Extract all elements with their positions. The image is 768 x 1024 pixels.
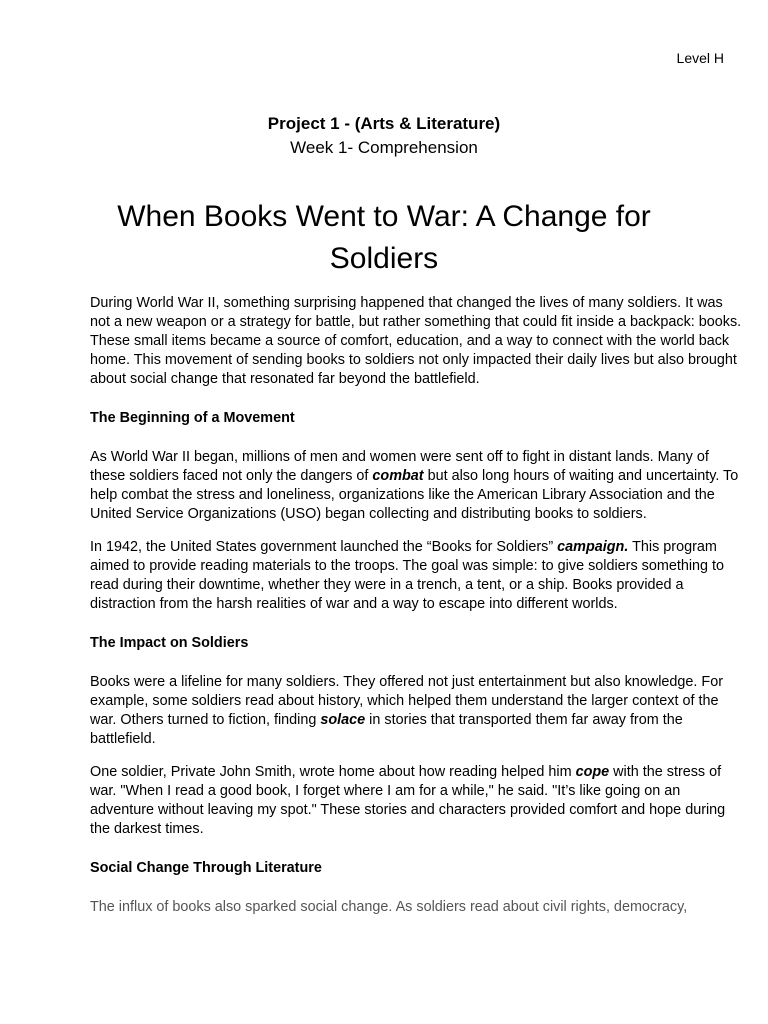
paragraph-text: in stories that transported them far away from the battlefield. (90, 712, 683, 747)
paragraph-beginning-1 (90, 448, 742, 524)
section-heading-beginning: The Beginning of a Movement (90, 410, 295, 426)
section-heading-social-change: Social Change Through Literature (90, 860, 322, 876)
section-heading-impact: The Impact on Soldiers (90, 635, 249, 651)
vocab-word-combat: combat (372, 468, 424, 484)
paragraph-text: with the stress of war. "When I read a good book, I forget where I am for a while," he said. "It’s like going on an adventure without leaving my spot." These stories and characters provided comfort and hope during the darkest times. (90, 764, 726, 837)
paragraph-text: In 1942, the United States government launched the “Books for Soldiers” (90, 539, 558, 555)
vocab-word-campaign: campaign. (557, 539, 629, 555)
week-subtitle: Week 1- Comprehension (290, 138, 478, 157)
vocab-word-solace: solace (320, 712, 366, 728)
paragraph-text: This program aimed to provide reading materials to the troops. The goal was simple: to give soldiers something to read during their downtime, whether they were in a trench, a tent, or a ship. Books provided a distraction from the harsh realities of war and a way to escape into different worlds. (90, 539, 725, 612)
paragraph-text: but also long hours of waiting and uncertainty. To help combat the stress and loneliness, organizations like the American Library Association and the United Service Organizations (USO) began collecting and distributing books to soldiers. (90, 468, 739, 522)
paragraph-social-change-1: The influx of books also sparked social change. As soldiers read about civil rights, democracy, (90, 899, 688, 915)
level-label: Level H (676, 50, 724, 66)
project-title: Project 1 - (Arts & Literature) (267, 114, 501, 133)
paragraph-beginning-2 (90, 538, 742, 614)
paragraph-impact-1 (90, 673, 742, 749)
paragraph-impact-2 (90, 763, 742, 839)
vocab-word-cope: cope (575, 764, 610, 780)
article-title: When Books Went to War: A Change for Soldiers (117, 200, 651, 275)
paragraph-text: One soldier, Private John Smith, wrote home about how reading helped him (90, 764, 576, 780)
intro-paragraph: During World War II, something surprising happened that changed the lives of many soldiers. It was not a new weapon or a strategy for battle, but rather something that could fit inside a backpack: books. These small items became a source of comfort, education, and a way to connect with the world back home. This movement of sending books to soldiers not only impacted their daily lives but also brought about social change that resonated far beyond the battlefield. (90, 295, 742, 387)
paragraph-text: As World War II began, millions of men and women were sent off to fight in distant lands. Many of these soldiers faced not only the dangers of (90, 449, 709, 484)
article-body (90, 294, 742, 931)
paragraph-text: Books were a lifeline for many soldiers. They offered not just entertainment but also knowledge. For example, some soldiers read about history, which helped them understand the larger context of the war. Others turned to fiction, finding (90, 674, 723, 728)
